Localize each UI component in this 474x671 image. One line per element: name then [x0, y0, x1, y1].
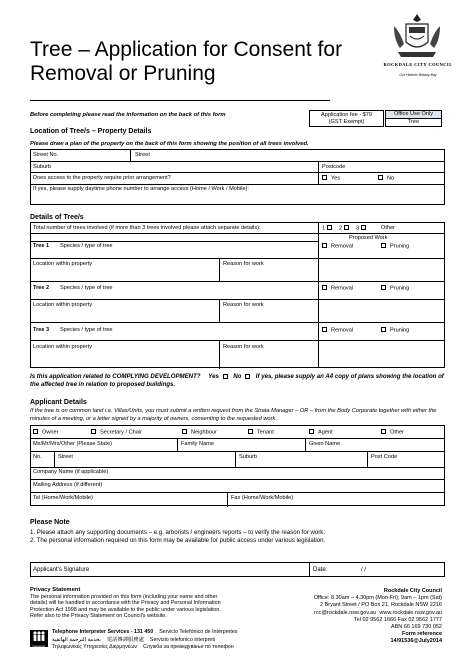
applicant-company-field[interactable]: Company Name (if applicable)	[33, 469, 109, 475]
applicant-agent-checkbox[interactable]	[309, 429, 333, 436]
checkbox-icon	[33, 429, 38, 434]
applicant-street-no-field[interactable]: No.	[33, 454, 42, 460]
contact-web-link[interactable]: www.rockdale.nsw.gov.au	[379, 609, 442, 616]
checkbox-icon	[381, 327, 386, 332]
application-fee-box	[309, 110, 384, 127]
applicant-mailing-field[interactable]: Mailing Address (if different)	[33, 482, 103, 488]
applicant-owner-label: Owner	[42, 429, 59, 436]
applicant-secretary-checkbox[interactable]	[91, 429, 142, 436]
checkbox-icon	[322, 243, 327, 248]
signature-box	[30, 562, 445, 577]
applicant-suburb-field[interactable]: Suburb	[239, 454, 258, 460]
development-no-label: No	[233, 373, 242, 380]
tree-3-removal-label: Removal	[331, 327, 354, 334]
checkbox-icon	[361, 225, 366, 230]
tree-3-label: Tree 3	[33, 327, 50, 333]
tree-3-pruning-label: Pruning	[390, 327, 410, 334]
postcode-field[interactable]: Postcode	[322, 163, 346, 170]
applicant-note: If the tree is on common land i.e. Villas/Units, you must submit a written request from the Strata Manager – OR – from the Body Corporate together with either the minutes of a meeting, or a letter signed by a majority of owners, consenting to the requested work.	[30, 408, 437, 422]
access-yes-checkbox[interactable]	[322, 175, 340, 182]
applicant-owner-checkbox[interactable]	[33, 429, 58, 436]
interpreter-arabic: بخدمة الترجمة الهاتفية	[52, 636, 101, 643]
tree-3-species-field[interactable]: Species / type of tree	[60, 327, 113, 333]
applicant-agent-label: Agent	[318, 429, 333, 436]
tree-1-removal-checkbox[interactable]	[322, 243, 353, 250]
tree-1-pruning-label: Pruning	[390, 243, 410, 250]
interpreter-greek: Τηλεφωνικές Υπηρεσίες Διερμηνέων	[52, 644, 138, 650]
checkbox-icon	[381, 285, 386, 290]
please-note-item: 2. The personal information required on this form may be available for public access under various legislation.	[30, 537, 326, 544]
council-name: ROCKDALE CITY COUNCIL	[383, 62, 453, 67]
tree-3-removal-checkbox[interactable]	[322, 327, 353, 334]
checkbox-icon	[381, 243, 386, 248]
trees-heading: Details of Tree/s	[30, 214, 84, 221]
contact-email-link[interactable]: rcc@rockdale.nsw.gov.au	[314, 609, 377, 616]
proposed-work-header: Proposed Work	[349, 234, 388, 241]
tree-1-removal-label: Removal	[331, 243, 354, 250]
total-trees-label: Total number of trees involved (if more than 3 trees involved please attach separate details):	[33, 225, 261, 231]
tree-2-location-field[interactable]: Location within property	[33, 302, 93, 308]
top-instruction: Before completing please read the information on the back of this form	[30, 112, 226, 118]
development-instruction: If yes, please supply an A4 copy of plans showing the location of the affected tree in relation to proposed buildings.	[30, 373, 444, 388]
tree-count-3[interactable]	[356, 225, 370, 232]
tree-2-removal-checkbox[interactable]	[322, 285, 353, 292]
please-note-list	[30, 529, 325, 545]
privacy-line: Refer also to the Privacy Statement on Council's website.	[30, 613, 167, 620]
street-no-field[interactable]: Street No.	[33, 152, 59, 158]
privacy-line: details) will be handled in accordance with the Privacy and Personal Information	[30, 600, 221, 607]
title-divider	[30, 100, 330, 101]
contact-phone: Tel 02 9562 1666 Fax 02 9562 1777	[353, 616, 442, 623]
applicant-neighbour-checkbox[interactable]	[182, 429, 217, 436]
access-yes-label: Yes	[331, 175, 341, 182]
applicant-secretary-label: Secretary / Chair	[100, 429, 142, 436]
contact-abn: ABN 66 169 730 052	[390, 624, 442, 631]
checkbox-icon	[378, 175, 383, 180]
applicant-other-label: Other	[390, 429, 404, 436]
tree-3-location-field[interactable]: Location within property	[33, 344, 93, 350]
tree-2-reason-field[interactable]: Reason for work	[223, 302, 264, 308]
interpreter-chinese: 電話傳譯服務處	[106, 636, 144, 643]
applicant-details-table	[30, 425, 445, 506]
suburb-field[interactable]: Suburb	[33, 163, 52, 170]
development-yes-checkbox[interactable]	[223, 374, 228, 379]
privacy-line: Protection Act 1998 and may be available to the public under various legislation.	[30, 606, 221, 613]
office-use-value: Tree	[407, 119, 420, 125]
form-reference: 14/91536@July2014	[390, 638, 442, 645]
checkbox-icon	[344, 225, 349, 230]
checkbox-icon	[322, 327, 327, 332]
privacy-statement	[30, 587, 260, 620]
applicant-tel-field[interactable]: Tel (Home/Work/Mobile)	[33, 495, 93, 501]
applicant-postcode-field[interactable]: Post Code	[371, 454, 398, 460]
tree-1-label: Tree 1	[33, 243, 50, 249]
development-yes-label: Yes	[208, 373, 219, 380]
tree-2-pruning-checkbox[interactable]	[381, 285, 409, 292]
tree-1-pruning-checkbox[interactable]	[381, 243, 409, 250]
tree-2-pruning-label: Pruning	[390, 285, 410, 292]
access-question: Does access to the property require prior arrangement?	[33, 175, 171, 181]
fee-line-1: Application fee - $79	[321, 112, 372, 118]
fee-line-2: (GST Exempt)	[328, 119, 365, 125]
applicant-tenant-label: Tenant	[257, 429, 274, 436]
office-use-header: Office Use Only	[386, 111, 441, 119]
location-heading: Location of Tree/s – Property Details	[30, 128, 152, 135]
tree-count-1[interactable]	[322, 225, 336, 232]
checkbox-icon	[248, 429, 253, 434]
interpreter-macedonian: Служба за преведување по телефон	[143, 644, 234, 650]
checkbox-icon	[309, 429, 314, 434]
street-field[interactable]: Street	[135, 152, 150, 158]
tree-3-reason-field[interactable]: Reason for work	[223, 344, 264, 350]
interpreter-figures-icon	[30, 630, 48, 643]
please-note-item: 1. Please attach any supporting documents – e.g. arborists / engineers reports – to verify the reason for work.	[30, 529, 326, 536]
tree-2-species-field[interactable]: Species / type of tree	[60, 285, 113, 291]
location-note: Please draw a plan of the property on the back of this form showing the position of all trees involved.	[30, 141, 309, 147]
form-reference-label: Form reference	[401, 631, 442, 638]
contact-address: 2 Bryant Street / PO Box 21, Rockdale NSW 2216	[320, 602, 442, 609]
access-no-label: No	[387, 175, 395, 182]
checkbox-icon	[182, 429, 187, 434]
tree-3-pruning-checkbox[interactable]	[381, 327, 409, 334]
access-no-checkbox[interactable]	[378, 175, 394, 182]
development-no-checkbox[interactable]	[245, 374, 250, 379]
checkbox-icon	[91, 429, 96, 434]
checkbox-icon	[381, 429, 386, 434]
contact-council-name: Rockdale City Council	[383, 588, 442, 594]
complying-development-section	[30, 373, 445, 389]
checkbox-icon	[322, 285, 327, 290]
tree-count-3-label: 3	[356, 225, 360, 232]
checkbox-icon	[322, 175, 327, 180]
applicant-given-name-field[interactable]: Given Name	[309, 441, 341, 447]
interpreter-line-1: Telephone Interpreter Services - 131 450	[52, 629, 154, 635]
privacy-line: The personal information provided on this form (including your name and other	[30, 593, 218, 600]
tree-count-2-label: 2	[339, 225, 343, 232]
interpreter-spanish: Servicio Telefónico de Intérpretes	[159, 629, 238, 635]
applicant-title-field[interactable]: Ms/Mr/Mrs/Other (Please State)	[33, 441, 112, 447]
checkbox-icon	[327, 225, 332, 230]
interpreter-logo-text: interpreter	[32, 644, 46, 649]
development-question: Is this application related to COMPLYING DEVELOPMENT?	[30, 373, 201, 380]
applicant-heading: Applicant Details	[30, 399, 87, 406]
date-field[interactable]: / /	[361, 567, 367, 573]
signature-field[interactable]: Applicant's Signature	[33, 567, 90, 573]
tree-2-label: Tree 2	[33, 285, 50, 291]
tree-count-2[interactable]	[339, 225, 353, 232]
applicant-street-field[interactable]: Street	[58, 454, 73, 460]
privacy-heading: Privacy Statement	[30, 587, 81, 593]
interpreter-italian: Servizio telefonico interpreti	[149, 636, 215, 643]
property-details-table	[30, 149, 445, 205]
contact-office-hours: Office: 8.30am – 4.30pm (Mon-Fri); 9am – 1pm (Sat)	[313, 595, 442, 602]
applicant-tenant-checkbox[interactable]	[248, 429, 274, 436]
tree-count-1-label: 1	[322, 225, 326, 232]
office-use-box	[385, 110, 442, 127]
please-note-heading: Please Note	[30, 519, 70, 526]
page-title: Tree – Application for Consent for Removal or Pruning	[30, 38, 343, 85]
tree-1-species-field[interactable]: Species / type of tree	[60, 243, 113, 249]
applicant-fax-field[interactable]: Fax (Home/Work/Mobile)	[231, 495, 294, 501]
applicant-family-name-field[interactable]: Family Name	[181, 441, 214, 447]
access-phone-field[interactable]: If yes, please supply daytime phone number to arrange access (Home / Work / Mobile):	[33, 186, 249, 192]
interpreter-services	[52, 629, 332, 652]
date-field-label: Date:	[313, 567, 328, 573]
tree-count-other[interactable]: Other	[381, 225, 395, 231]
council-tagline: Our Historic Botany Bay	[399, 73, 437, 77]
tree-2-removal-label: Removal	[331, 285, 354, 292]
applicant-neighbour-label: Neighbour	[191, 429, 217, 436]
interpreter-logo-icon	[30, 630, 48, 647]
tree-1-reason-field[interactable]: Reason for work	[223, 261, 264, 267]
tree-details-table	[30, 222, 445, 368]
applicant-other-checkbox[interactable]	[381, 429, 404, 436]
council-crest-icon	[384, 12, 450, 62]
tree-1-location-field[interactable]: Location within property	[33, 261, 93, 267]
